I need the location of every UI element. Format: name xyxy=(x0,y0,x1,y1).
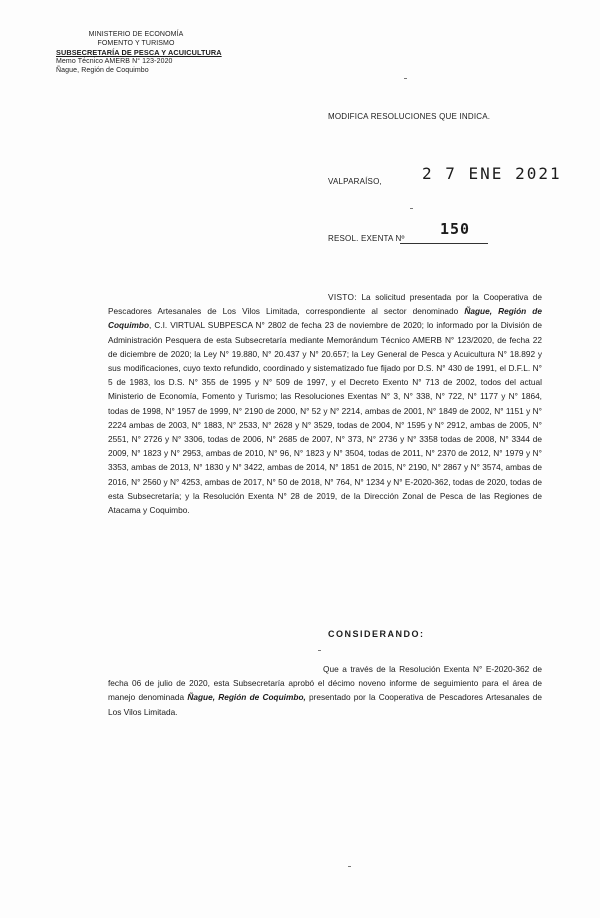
scan-mark xyxy=(318,650,321,651)
considerando-text-rest: presentado por la Cooperativa de Pescadores Artesanales de Los Vilos Limitada. xyxy=(108,692,542,717)
undersecretariat-name: SUBSECRETARÍA DE PESCA Y ACUICULTURA xyxy=(56,48,222,57)
visto-sector: Ñague, Región de Coquimbo xyxy=(108,306,542,331)
scan-mark xyxy=(404,78,407,79)
scan-mark xyxy=(410,208,413,209)
considerando-paragraph xyxy=(108,662,542,719)
considerando-heading: CONSIDERANDO: xyxy=(328,629,425,639)
visto-text-start: La solicitud presentada por la Cooperativa de Pescadores Artesanales de Los Vilos Limitada, correspondiente al sector denominado xyxy=(108,292,542,317)
date-stamp: 2 7 ENE 2021 xyxy=(422,164,562,183)
area-reference: Ñague, Región de Coquimbo xyxy=(56,67,149,74)
visto-paragraph xyxy=(108,290,542,517)
resolution-label: RESOL. EXENTA Nº xyxy=(328,234,405,243)
letterhead xyxy=(56,30,246,75)
scan-mark xyxy=(348,866,351,867)
document-subject: MODIFICA RESOLUCIONES QUE INDICA. xyxy=(328,112,491,121)
memo-reference: Memo Técnico AMERB N° 123-2020 xyxy=(56,58,173,65)
ministry-subtitle: FOMENTO Y TURISMO xyxy=(97,40,175,47)
visto-text-rest: , C.I. VIRTUAL SUBPESCA N° 2802 de fecha 23 de noviembre de 2020; lo informado por la División de Administración Pesquera de esta Subsecretaría mediante Memorándum Técnico AMERB N° 123/2020, de fecha 22 de diciembre de 2020; la Ley N° 19.880, N° 20.437 y N° 20.657; la Ley General de Pesca y Acuicultura N° 18.892 y sus modificaciones, cuyo texto refundido, coordinado y sistematizado fue fijado por D.S. N° 430 de 1991, el D.F.L. N° 5 de 1983, los D.S. N° 355 de 1995 y N° 509 de 1997, y el Decreto Exento N° 713 de 2002, todos del actual Ministerio de Economía, Fomento y Turismo; las Resoluciones Exentas N° 3, N° 338, N° 722, N° 1177 y N° 1864, todas de 1998, N° 1957 de 1999, N° 2190 de 2000, N° 52 y N° 2214, ambas de 2001, N° 1849 de 2002, N° 1151 y N° 2224 ambas de 2003, N° 1883, N° 2533, N° 2628 y N° 3529, todas de 2004, N° 1595 y N° 2912, ambas de 2005, N° 2551, N° 2726 y N° 3306, todas de 2006, N° 2685 de 2007, N° 373, N° 2736 y N° 3358 todas de 2008, N° 3344 de 2009, N° 1823 y N° 2953, ambas de 2010, N° 96, N° 1823 y N° 3504, todas de 2011, N° 2370 de 2012, N° 1979 y N° 3353, ambas de 2013, N° 1830 y N° 3422, ambas de 2014, N° 1851 de 2015, N° 2190, N° 2867 y N° 3574, ambas de 2016, N° 2560 y N° 4253, ambas de 2017, N° 50 de 2018, N° 764, N° 1234 y N° E-2020-362, todas de 2020, todas de esta Subsecretaría; y la Resolución Exenta N° 28 de 2019, de la Dirección Zonal de Pesca de las Regiones de Atacama y Coquimbo. xyxy=(108,320,542,516)
considerando-sector: Ñague, Región de Coquimbo, xyxy=(187,692,306,703)
resolution-number: 150 xyxy=(440,220,471,238)
considerando-indent xyxy=(108,664,323,674)
visto-label: VISTO: xyxy=(328,292,357,302)
ministry-name: MINISTERIO DE ECONOMÍA xyxy=(88,31,184,38)
resolution-underline xyxy=(400,243,488,244)
place-label: VALPARAÍSO, xyxy=(328,177,382,186)
considerando-text-start: Que a través de la Resolución Exenta N° E-2020-362 de fecha 06 de julio de 2020, esta Subsecretaría aprobó el décimo noveno informe de seguimiento para el área de manejo denominada xyxy=(108,664,542,703)
